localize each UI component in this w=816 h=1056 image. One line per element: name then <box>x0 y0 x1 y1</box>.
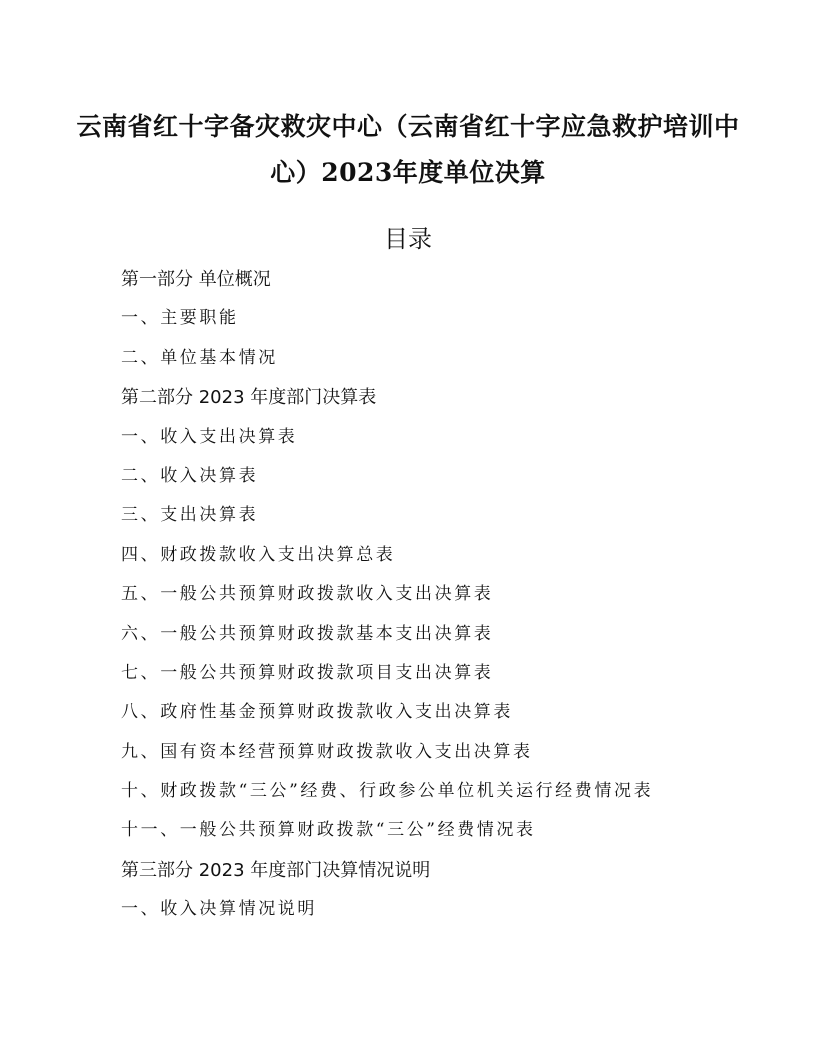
toc-item: 三、支出决算表 <box>121 505 259 526</box>
table-of-contents <box>121 260 781 930</box>
toc-item: 十、财政拨款“三公”经费、行政参公单位机关运行经费情况表 <box>121 781 654 802</box>
toc-item: 一、收入决算情况说明 <box>121 899 317 920</box>
toc-heading: 目录 <box>384 225 432 253</box>
toc-part: 第二部分 2023 年度部门决算表 <box>121 387 377 409</box>
toc-item: 一、主要职能 <box>121 308 239 329</box>
toc-item: 九、国有资本经营预算财政拨款收入支出决算表 <box>121 741 533 762</box>
toc-item: 一、收入支出决算表 <box>121 426 298 447</box>
toc-item: 十一、一般公共预算财政拨款“三公”经费情况表 <box>121 820 536 841</box>
toc-part: 第一部分 单位概况 <box>121 269 271 290</box>
toc-item: 四、财政拨款收入支出决算总表 <box>121 544 396 565</box>
toc-part: 第三部分 2023 年度部门决算情况说明 <box>121 859 431 881</box>
toc-item: 八、政府性基金预算财政拨款收入支出决算表 <box>121 702 513 723</box>
toc-item: 二、收入决算表 <box>121 465 259 486</box>
toc-item: 五、一般公共预算财政拨款收入支出决算表 <box>121 584 494 605</box>
document-title: 云南省红十字备灾救灾中心（云南省红十字应急救护培训中心）2023年度单位决算 <box>76 112 740 187</box>
toc-item: 七、一般公共预算财政拨款项目支出决算表 <box>121 662 494 683</box>
toc-item: 六、一般公共预算财政拨款基本支出决算表 <box>121 623 494 644</box>
toc-item: 二、单位基本情况 <box>121 347 278 368</box>
